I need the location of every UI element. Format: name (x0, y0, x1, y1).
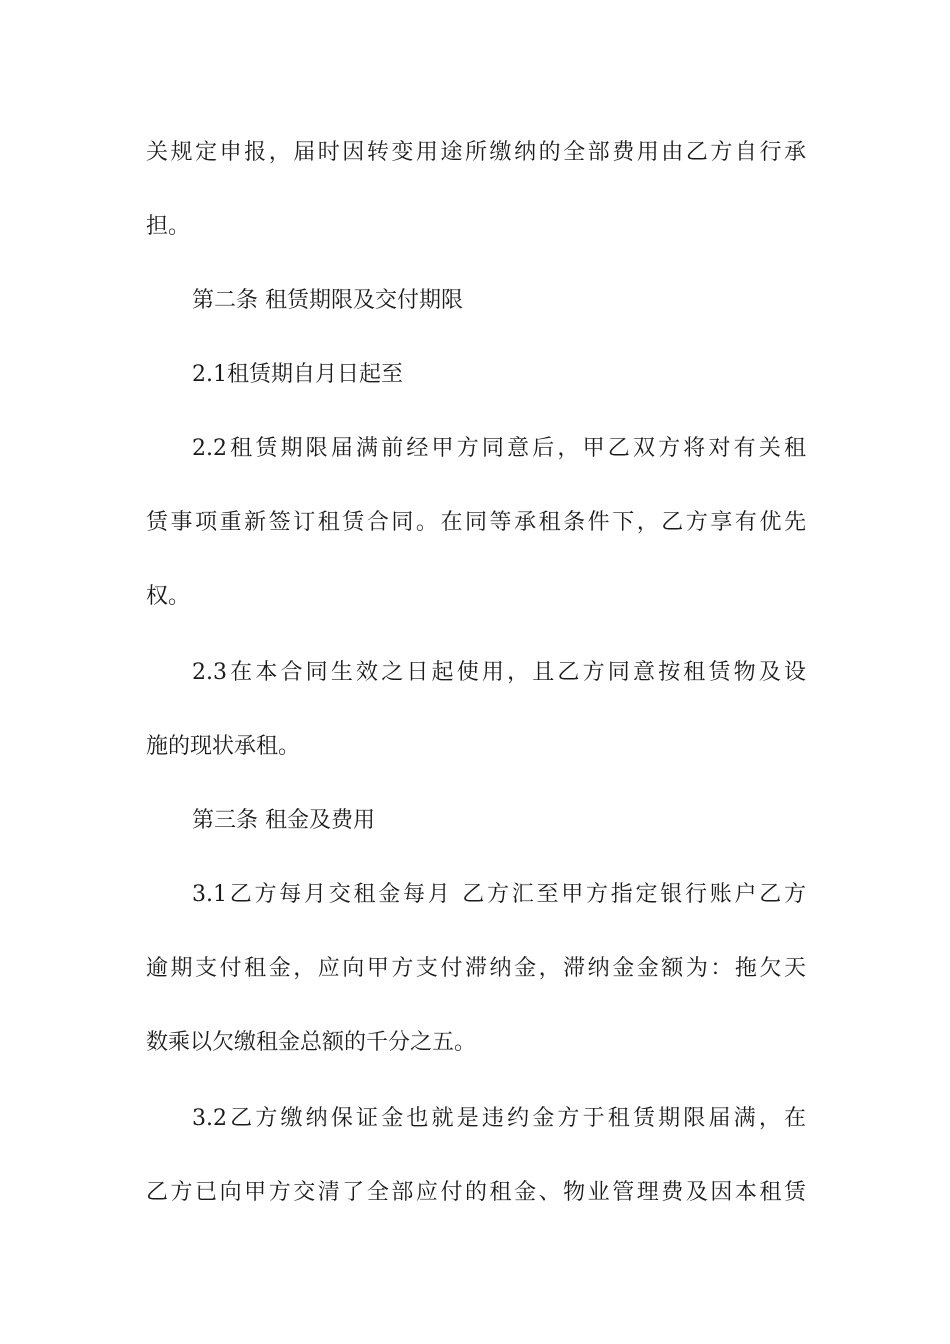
text-line-1: 关规定申报，届时因转变用途所缴纳的全部费用由乙方自行承 (146, 140, 806, 165)
section-heading-article-3: 第三条 租金及费用 (192, 808, 375, 833)
text-line-2: 担。 (146, 214, 191, 239)
clause-2-2-line-1: 2.2租赁期限届满前经甲方同意后，甲乙双方将对有关租 (192, 436, 806, 461)
clause-2-3-line-1: 2.3在本合同生效之日起使用，且乙方同意按租赁物及设 (192, 660, 806, 685)
clause-2-3-line-2: 施的现状承租。 (146, 734, 301, 759)
section-heading-article-2: 第二条 租赁期限及交付期限 (192, 288, 463, 313)
clause-2-2-line-3: 权。 (146, 584, 191, 609)
clause-3-2-line-2: 乙方已向甲方交清了全部应付的租金、物业管理费及因本租赁 (146, 1180, 806, 1205)
clause-3-2-line-1: 3.2乙方缴纳保证金也就是违约金方于租赁期限届满，在 (192, 1106, 806, 1131)
clause-3-1-line-1: 3.1乙方每月交租金每月 乙方汇至甲方指定银行账户乙方 (192, 882, 806, 907)
clause-3-1-line-2: 逾期支付租金，应向甲方支付滞纳金，滞纳金金额为：拖欠天 (146, 956, 806, 981)
clause-3-1-line-3: 数乘以欠缴租金总额的千分之五。 (146, 1030, 477, 1055)
clause-2-2-line-2: 赁事项重新签订租赁合同。在同等承租条件下，乙方享有优先 (146, 510, 806, 535)
clause-2-1: 2.1租赁期自月日起至 (192, 362, 403, 387)
